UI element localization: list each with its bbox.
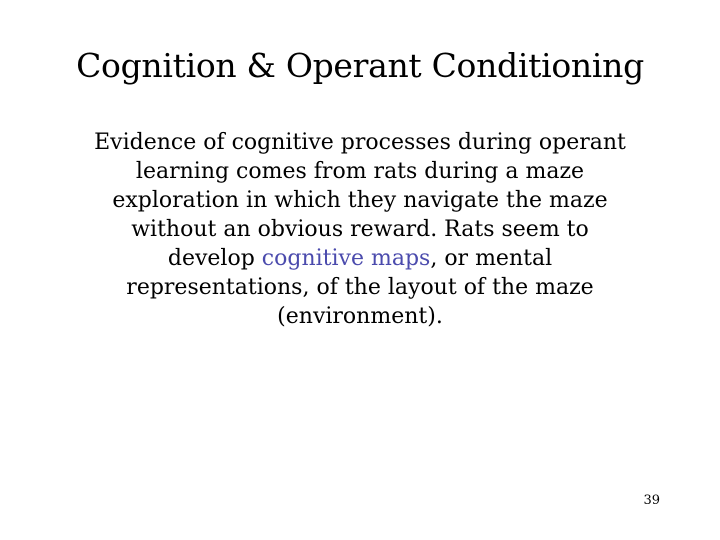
body-line-5 <box>40 244 680 273</box>
slide-title: Cognition & Operant Conditioning <box>76 46 644 85</box>
body-line-4: without an obvious reward. Rats seem to <box>131 217 589 242</box>
body-line-5-after: , or mental <box>430 246 553 271</box>
body-line-5-before: develop <box>167 246 262 271</box>
body-line-6: representations, of the layout of the maze <box>126 275 594 300</box>
body-line-3: exploration in which they navigate the maze <box>112 188 608 213</box>
body-line-2: learning comes from rats during a maze <box>135 159 585 184</box>
highlighted-term: cognitive maps <box>261 246 431 271</box>
body-line-7: (environment). <box>277 304 443 329</box>
slide-body-text <box>40 128 680 331</box>
body-line-1: Evidence of cognitive processes during operant <box>94 130 626 155</box>
slide-number: 39 <box>643 493 660 508</box>
